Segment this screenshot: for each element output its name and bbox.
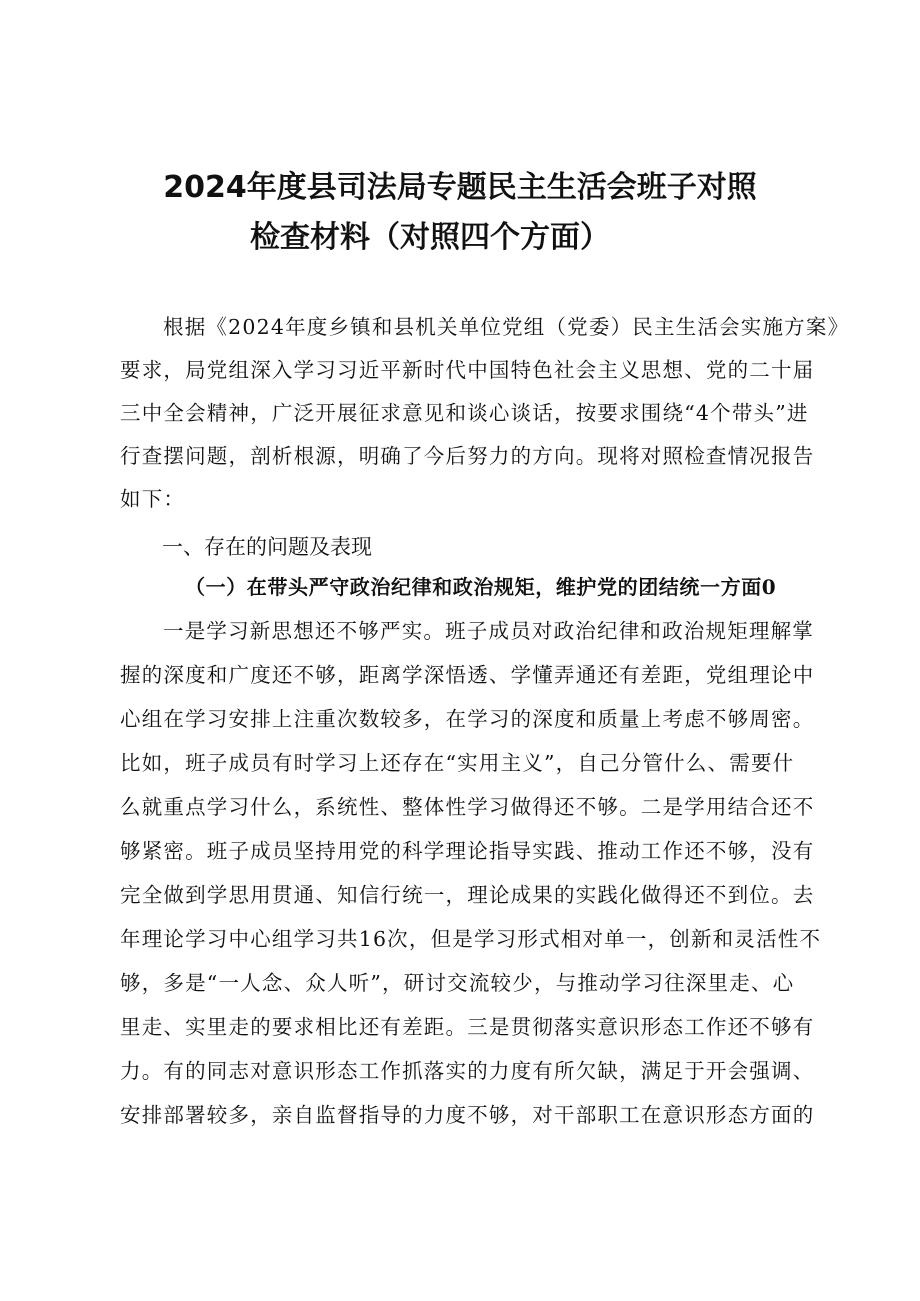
body-paragraph-line: 年理论学习中心组学习共16次，但是学习形式相对单一，创新和灵活性不: [120, 927, 822, 951]
body-paragraph-line: 够，多是“一人念、众人听”，研讨交流较少，与推动学习往深里走、心: [120, 971, 795, 995]
body-paragraph-line: 安排部署较多，亲自监督指导的力度不够，对干部职工在意识形态方面的: [120, 1103, 815, 1127]
subsection-heading: （一）在带头严守政治纪律和政治规矩，维护党的团结统一方面0: [185, 575, 777, 599]
section-heading: 一、存在的问题及表现: [162, 535, 372, 559]
body-paragraph-line: 么就重点学习什么，系统性、整体性学习做得还不够。二是学用结合还不: [120, 795, 815, 819]
body-paragraph-line: 里走、实里走的要求相比还有差距。三是贯彻落实意识形态工作还不够有: [120, 1015, 815, 1039]
intro-paragraph-line: 行查摆问题，剖析根源，明确了今后努力的方向。现将对照检查情况报告: [120, 444, 815, 468]
intro-paragraph-line: 根据《2024年度乡镇和县机关单位党组（党委）民主生活会实施方案》: [163, 315, 850, 339]
body-paragraph-line: 一是学习新思想还不够严实。班子成员对政治纪律和政治规矩理解掌: [163, 619, 814, 643]
body-paragraph-line: 完全做到学思用贯通、知信行统一，理论成果的实践化做得还不到位。去: [120, 883, 815, 907]
body-paragraph-line: 比如，班子成员有时学习上还存在“实用主义”，自己分管什么、需要什: [120, 751, 795, 775]
body-paragraph-line: 力。有的同志对意识形态工作抓落实的力度有所欠缺，满足于开会强调、: [120, 1059, 815, 1083]
body-paragraph-line: 够紧密。班子成员坚持用党的科学理论指导实践、推动工作还不够，没有: [120, 839, 815, 863]
intro-paragraph-line: 要求，局党组深入学习习近平新时代中国特色社会主义思想、党的二十届: [120, 358, 815, 382]
intro-paragraph-line: 如下：: [120, 487, 186, 511]
body-paragraph-line: 心组在学习安排上注重次数较多，在学习的深度和质量上考虑不够周密。: [120, 707, 815, 731]
intro-paragraph-line: 三中全会精神，广泛开展征求意见和谈心谈话，按要求围绕“4个带头”进: [120, 401, 809, 425]
document-title-line-2: 检查材料（对照四个方面）: [250, 220, 610, 255]
document-title-line-1: 2024年度县司法局专题民主生活会班子对照: [163, 170, 757, 205]
body-paragraph-line: 握的深度和广度还不够，距离学深悟透、学懂弄通还有差距，党组理论中: [120, 663, 815, 687]
